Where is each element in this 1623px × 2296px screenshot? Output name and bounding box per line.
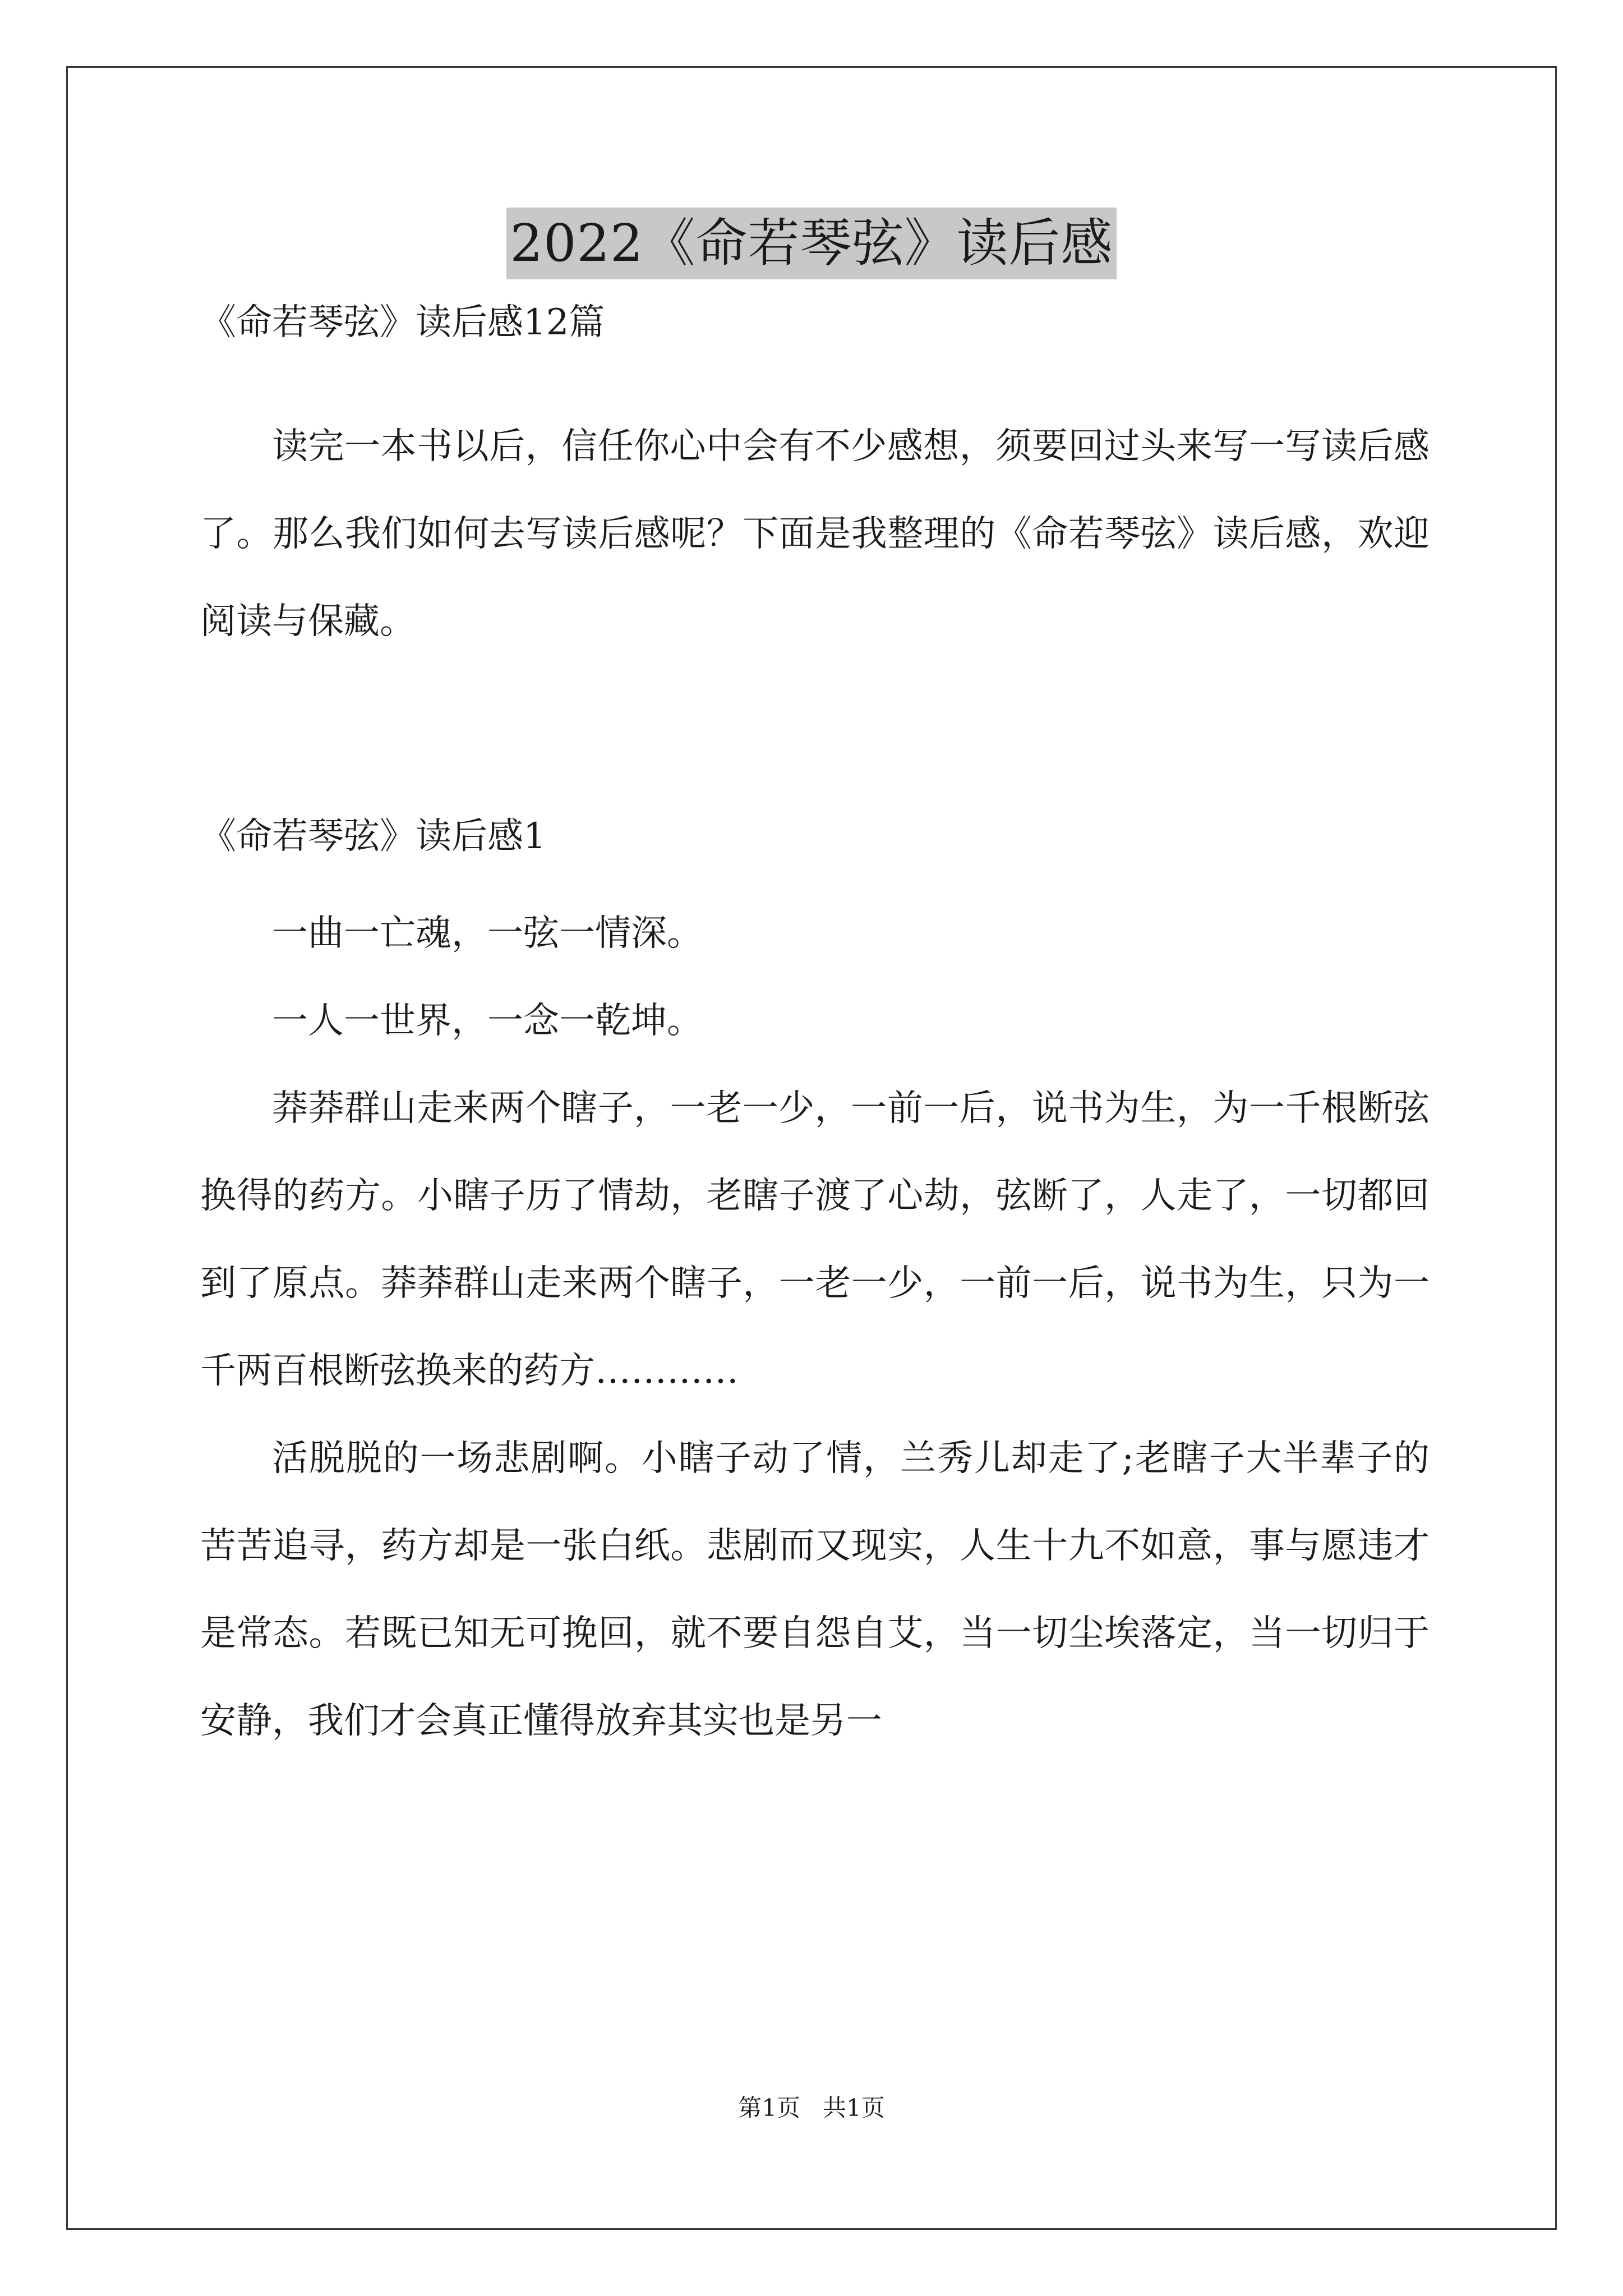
document-body (200, 303, 1430, 1765)
page-footer: 第1页 共1页 (738, 2094, 885, 2122)
section-heading: 《命若琴弦》读后感1 (200, 816, 546, 857)
paragraph-3: 莽莽群山走来两个瞎子，一老一少，一前一后，说书为生，为一千根断弦换得的药方。小瞎子历了情劫，老瞎子渡了心劫，弦断了，人走了，一切都回到了原点。莽莽群山走来两个瞎子，一老一少，一前一后，说书为生，只为一千两百根断弦换来的药方………… (200, 1088, 1430, 1392)
paragraph-1: 一曲一亡魂，一弦一情深。 (272, 913, 703, 954)
paragraph-2: 一人一世界，一念一乾坤。 (272, 1000, 703, 1042)
intro-paragraph: 读完一本书以后，信任你心中会有不少感想，须要回过头来写一写读后感了。那么我们如何去写读后感呢？下面是我整理的《命若琴弦》读后感，欢迎阅读与保藏。 (200, 426, 1430, 642)
subtitle: 《命若琴弦》读后感12篇 (200, 302, 605, 343)
title-container (0, 208, 1623, 279)
paragraph-4: 活脱脱的一场悲剧啊。小瞎子动了情，兰秀儿却走了;老瞎子大半辈子的苦苦追寻，药方却是一张白纸。悲剧而又现实，人生十九不如意，事与愿违才是常态。若既已知无可挽回，就不要自怨自艾，当一切尘埃落定，当一切归于安静，我们才会真正懂得放弃其实也是另一 (200, 1438, 1430, 1742)
document-title: 2022《命若琴弦》读后感 (506, 208, 1116, 279)
